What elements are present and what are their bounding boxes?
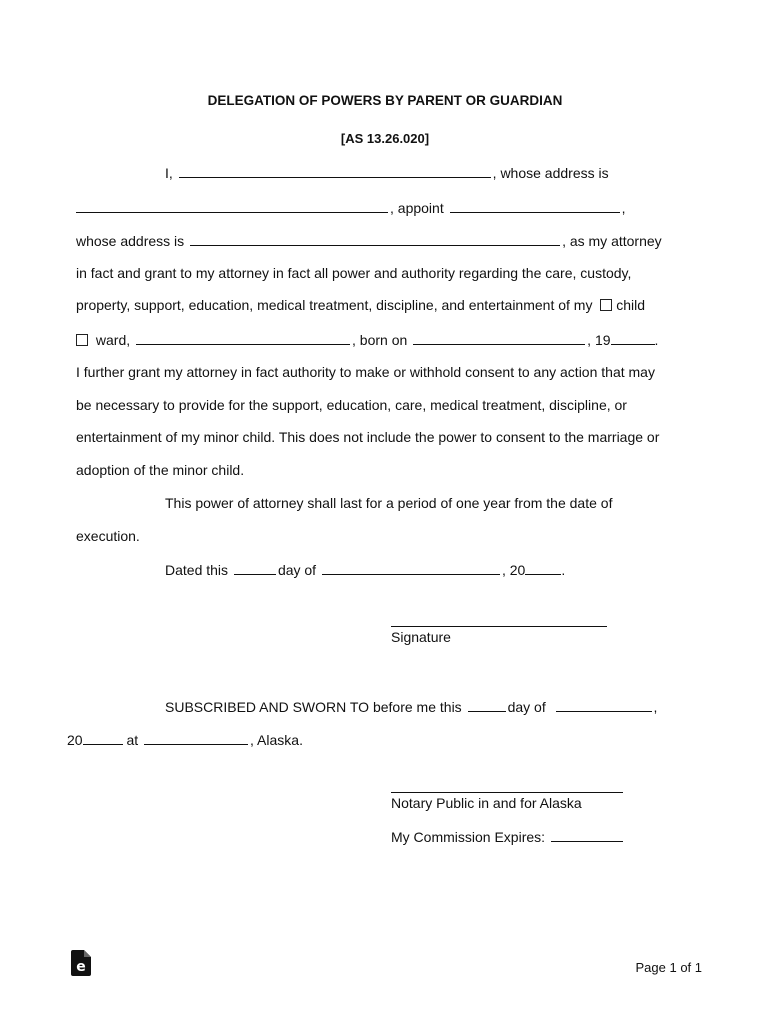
p1-line-5: property, support, education, medical treatment, discipline, and entertainment of my child [76,297,646,313]
p2-line-3: entertainment of my minor child. This does not include the power to consent to the marriage or [76,429,660,445]
dated-day-field[interactable] [234,560,276,575]
ward-checkbox[interactable] [76,334,88,346]
grantor-name-field[interactable] [179,163,491,178]
birth-year-field[interactable] [611,330,655,345]
p1-line-4: in fact and grant to my attorney in fact all power and authority regarding the care, custody, [76,265,632,281]
signature-label: Signature [391,629,451,645]
sworn-day-field[interactable] [468,697,506,712]
dated-month-field[interactable] [322,560,500,575]
p1-line-2: , appoint , [76,198,626,217]
p1-line-1: I, , whose address is [165,165,609,181]
p3-line-2: execution. [76,528,140,544]
grantor-address-field[interactable] [76,198,388,213]
document-title: DELEGATION OF POWERS BY PARENT OR GUARDIAN [207,93,563,108]
commission-line: My Commission Expires: [391,827,625,846]
p2-line-1: I further grant my attorney in fact authority to make or withhold consent to any action that may [76,364,655,380]
svg-text:e: e [76,959,86,975]
sworn-line-1: SUBSCRIBED AND SWORN TO before me this day of , [165,699,658,715]
p2-line-2: be necessary to provide for the support, education, care, medical treatment, discipline, or [76,397,627,413]
sworn-location-field[interactable] [144,730,248,745]
signature-field[interactable] [391,626,607,627]
child-checkbox[interactable] [600,299,612,311]
p1-line-6: ward, , born on , 19 . [76,330,658,349]
attorney-name-field[interactable] [450,198,620,213]
page-number: Page 1 of 1 [635,960,702,975]
p1-line-3: whose address is , as my attorney [76,233,662,249]
dated-line: Dated this day of , 20 . [165,562,566,578]
sworn-month-field[interactable] [556,697,652,712]
statute-reference: [AS 13.26.020] [340,131,430,146]
child-label: child [616,297,646,313]
notary-signature-field[interactable] [391,792,623,793]
commission-expires-field[interactable] [551,827,623,842]
notary-label: Notary Public in and for Alaska [391,795,582,811]
p2-line-4: adoption of the minor child. [76,462,245,478]
eforms-logo-icon [71,950,91,976]
sworn-year-field[interactable] [83,730,123,745]
sworn-line-2: 20 at , Alaska. [67,732,303,748]
p3-line-1: This power of attorney shall last for a period of one year from the date of [165,495,613,511]
dated-year-field[interactable] [525,560,561,575]
attorney-address-field[interactable] [190,231,560,246]
ward-label: ward, [95,332,131,348]
child-name-field[interactable] [136,330,350,345]
birth-date-field[interactable] [413,330,585,345]
